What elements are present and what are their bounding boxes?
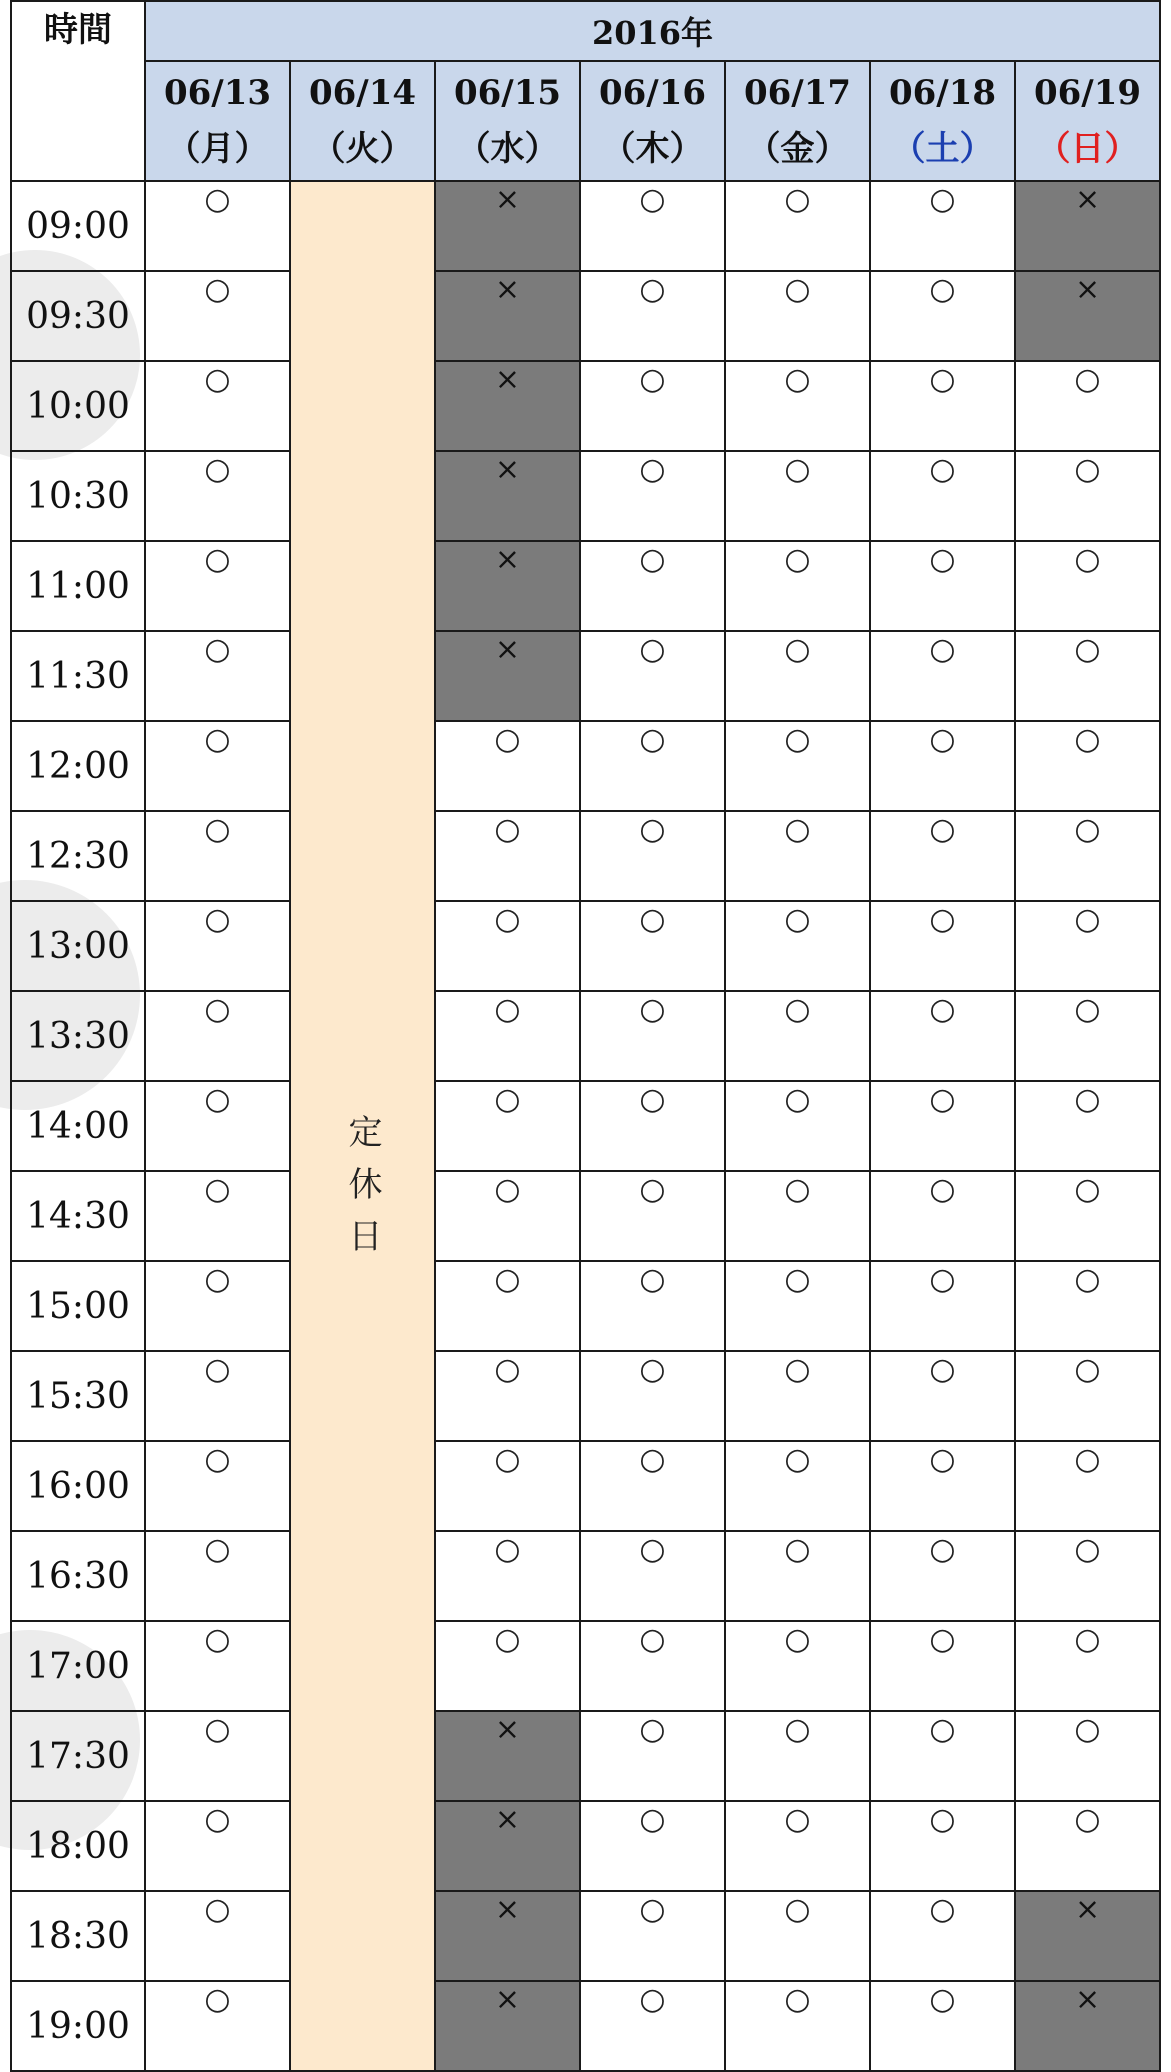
slot-available[interactable]: ○ [145,811,290,901]
day-weekday: （火） [311,129,414,169]
slot-available[interactable]: ○ [145,721,290,811]
slot-available[interactable]: ○ [725,1081,870,1171]
slot-available[interactable]: ○ [870,1351,1015,1441]
slot-available[interactable]: ○ [435,1531,580,1621]
time-row [11,1531,1160,1621]
slot-available[interactable]: ○ [145,541,290,631]
day-weekday: （月） [166,129,269,169]
time-column-header: 時間 [11,1,145,181]
slot-available[interactable]: ○ [725,631,870,721]
slot-available[interactable]: ○ [435,1081,580,1171]
slot-available[interactable]: ○ [145,1711,290,1801]
time-row [11,1801,1160,1891]
slot-available[interactable]: ○ [870,1261,1015,1351]
slot-unavailable: × [435,631,580,721]
slot-available[interactable]: ○ [1015,1441,1160,1531]
time-row [11,1171,1160,1261]
slot-available[interactable]: ○ [580,1081,725,1171]
time-label: 13:30 [11,991,145,1081]
slot-available[interactable]: ○ [725,901,870,991]
time-label: 15:30 [11,1351,145,1441]
slot-available[interactable]: ○ [145,1351,290,1441]
slot-available[interactable]: ○ [435,811,580,901]
day-header-06-17 [725,61,870,181]
slot-available[interactable]: ○ [1015,991,1160,1081]
slot-available[interactable]: ○ [580,181,725,271]
time-row [11,1621,1160,1711]
slot-available[interactable]: ○ [435,1351,580,1441]
slot-available[interactable]: ○ [725,1621,870,1711]
slot-available[interactable]: ○ [580,1531,725,1621]
slot-available[interactable]: ○ [580,1621,725,1711]
time-label: 18:30 [11,1891,145,1981]
slot-available[interactable]: ○ [870,631,1015,721]
slot-available[interactable]: ○ [145,1081,290,1171]
slot-available[interactable]: ○ [1015,541,1160,631]
slot-unavailable: × [1015,181,1160,271]
slot-available[interactable]: ○ [580,1441,725,1531]
slot-available[interactable]: ○ [145,1261,290,1351]
slot-available[interactable]: ○ [145,1801,290,1891]
time-row [11,271,1160,361]
day-header-06-15 [435,61,580,181]
slot-available[interactable]: ○ [580,1891,725,1981]
closed-day-cell [290,181,435,2071]
slot-unavailable: × [435,1801,580,1891]
slot-available[interactable]: ○ [1015,1261,1160,1351]
reservation-schedule-table [10,0,1161,2072]
time-label: 15:00 [11,1261,145,1351]
time-label: 17:00 [11,1621,145,1711]
slot-unavailable: × [435,1711,580,1801]
slot-available[interactable]: ○ [870,361,1015,451]
time-label: 14:30 [11,1171,145,1261]
slot-available[interactable]: ○ [870,901,1015,991]
slot-available[interactable]: ○ [870,1621,1015,1711]
closed-day-label: 定休日 [342,1113,382,1270]
time-label: 11:00 [11,541,145,631]
time-row [11,1891,1160,1981]
slot-available[interactable]: ○ [1015,1621,1160,1711]
slot-available[interactable]: ○ [1015,1171,1160,1261]
slot-unavailable: × [435,451,580,541]
slot-available[interactable]: ○ [725,811,870,901]
slot-available[interactable]: ○ [580,361,725,451]
slot-available[interactable]: ○ [580,1801,725,1891]
slot-unavailable: × [435,1981,580,2071]
slot-available[interactable]: ○ [870,1801,1015,1891]
schedule-header [11,1,1160,181]
time-row [11,181,1160,271]
slot-available[interactable]: ○ [580,811,725,901]
slot-available[interactable]: ○ [1015,631,1160,721]
slot-available[interactable]: ○ [1015,901,1160,991]
slot-available[interactable]: ○ [725,1171,870,1261]
slot-available[interactable]: ○ [870,181,1015,271]
time-row [11,1711,1160,1801]
day-date: 06/18 [888,72,997,113]
slot-available[interactable]: ○ [145,1531,290,1621]
day-weekday: （土） [891,129,994,169]
slot-available[interactable]: ○ [580,901,725,991]
day-date: 06/19 [1033,72,1142,113]
time-row [11,1981,1160,2071]
slot-available[interactable]: ○ [580,271,725,361]
time-label: 18:00 [11,1801,145,1891]
slot-available[interactable]: ○ [580,991,725,1081]
slot-available[interactable]: ○ [1015,1351,1160,1441]
slot-available[interactable]: ○ [435,1441,580,1531]
slot-available[interactable]: ○ [435,1261,580,1351]
slot-available[interactable]: ○ [580,721,725,811]
day-header-06-19 [1015,61,1160,181]
time-label: 13:00 [11,901,145,991]
day-date: 06/13 [163,72,272,113]
slot-available[interactable]: ○ [725,1801,870,1891]
slot-available[interactable]: ○ [870,1711,1015,1801]
day-header-06-13 [145,61,290,181]
slot-available[interactable]: ○ [1015,1081,1160,1171]
time-row [11,451,1160,541]
slot-available[interactable]: ○ [870,541,1015,631]
slot-available[interactable]: ○ [145,1981,290,2071]
time-row [11,1261,1160,1351]
day-weekday: （日） [1036,129,1139,169]
time-row [11,1351,1160,1441]
slot-available[interactable]: ○ [145,1621,290,1711]
slot-available[interactable]: ○ [1015,1531,1160,1621]
time-row [11,1081,1160,1171]
slot-unavailable: × [1015,1891,1160,1981]
slot-available[interactable]: ○ [580,541,725,631]
slot-available[interactable]: ○ [870,1171,1015,1261]
slot-available[interactable]: ○ [870,991,1015,1081]
slot-available[interactable]: ○ [145,361,290,451]
slot-available[interactable]: ○ [725,1261,870,1351]
slot-available[interactable]: ○ [1015,1801,1160,1891]
slot-available[interactable]: ○ [580,1171,725,1261]
slot-available[interactable]: ○ [580,1261,725,1351]
time-row [11,631,1160,721]
slot-unavailable: × [1015,271,1160,361]
slot-available[interactable]: ○ [725,721,870,811]
time-row [11,991,1160,1081]
slot-available[interactable]: ○ [145,1171,290,1261]
slot-available[interactable]: ○ [580,1981,725,2071]
slot-available[interactable]: ○ [725,1981,870,2071]
slot-available[interactable]: ○ [725,1351,870,1441]
slot-available[interactable]: ○ [145,991,290,1081]
time-row [11,541,1160,631]
slot-available[interactable]: ○ [870,271,1015,361]
slot-available[interactable]: ○ [145,271,290,361]
slot-available[interactable]: ○ [725,1891,870,1981]
slot-available[interactable]: ○ [580,451,725,541]
slot-available[interactable]: ○ [145,901,290,991]
day-header-06-18 [870,61,1015,181]
time-label: 12:30 [11,811,145,901]
slot-available[interactable]: ○ [870,811,1015,901]
slot-available[interactable]: ○ [435,1621,580,1711]
slot-available[interactable]: ○ [870,1891,1015,1981]
slot-available[interactable]: ○ [725,541,870,631]
slot-available[interactable]: ○ [870,1441,1015,1531]
time-row [11,721,1160,811]
slot-unavailable: × [435,361,580,451]
time-label: 12:00 [11,721,145,811]
schedule-body [11,181,1160,2071]
slot-available[interactable]: ○ [870,721,1015,811]
slot-available[interactable]: ○ [580,631,725,721]
slot-available[interactable]: ○ [435,901,580,991]
slot-available[interactable]: ○ [580,1351,725,1441]
slot-available[interactable]: ○ [725,991,870,1081]
time-row [11,901,1160,991]
slot-available[interactable]: ○ [725,1531,870,1621]
time-row [11,361,1160,451]
day-date: 06/16 [598,72,707,113]
time-label: 16:30 [11,1531,145,1621]
day-weekday: （木） [601,129,704,169]
slot-unavailable: × [435,541,580,631]
slot-available[interactable]: ○ [435,721,580,811]
day-header-06-16 [580,61,725,181]
slot-available[interactable]: ○ [145,631,290,721]
slot-unavailable: × [1015,1981,1160,2071]
slot-unavailable: × [435,181,580,271]
slot-available[interactable]: ○ [870,1981,1015,2071]
slot-available[interactable]: ○ [145,451,290,541]
slot-available[interactable]: ○ [870,1081,1015,1171]
slot-available[interactable]: ○ [1015,811,1160,901]
time-label: 09:00 [11,181,145,271]
time-row [11,1441,1160,1531]
year-header: 2016年 [145,1,1160,61]
slot-available[interactable]: ○ [580,1711,725,1801]
time-label: 09:30 [11,271,145,361]
time-row [11,811,1160,901]
time-label: 10:00 [11,361,145,451]
slot-available[interactable]: ○ [1015,721,1160,811]
time-label: 19:00 [11,1981,145,2071]
slot-available[interactable]: ○ [725,1711,870,1801]
slot-available[interactable]: ○ [145,1441,290,1531]
slot-available[interactable]: ○ [725,181,870,271]
time-label: 14:00 [11,1081,145,1171]
slot-available[interactable]: ○ [870,1531,1015,1621]
slot-available[interactable]: ○ [870,451,1015,541]
slot-available[interactable]: ○ [1015,361,1160,451]
day-date: 06/15 [453,72,562,113]
time-label: 11:30 [11,631,145,721]
time-label: 16:00 [11,1441,145,1531]
slot-available[interactable]: ○ [725,361,870,451]
slot-available[interactable]: ○ [725,271,870,361]
slot-available[interactable]: ○ [725,1441,870,1531]
slot-unavailable: × [435,1891,580,1981]
slot-available[interactable]: ○ [435,991,580,1081]
slot-available[interactable]: ○ [145,1891,290,1981]
slot-unavailable: × [435,271,580,361]
slot-available[interactable]: ○ [1015,451,1160,541]
slot-available[interactable]: ○ [145,181,290,271]
day-date: 06/14 [308,72,417,113]
time-label: 10:30 [11,451,145,541]
time-label: 17:30 [11,1711,145,1801]
slot-available[interactable]: ○ [1015,1711,1160,1801]
day-header-06-14 [290,61,435,181]
day-weekday: （水） [456,129,559,169]
day-header-row [11,61,1160,181]
day-date: 06/17 [743,72,852,113]
slot-available[interactable]: ○ [725,451,870,541]
slot-available[interactable]: ○ [435,1171,580,1261]
day-weekday: （金） [746,129,849,169]
